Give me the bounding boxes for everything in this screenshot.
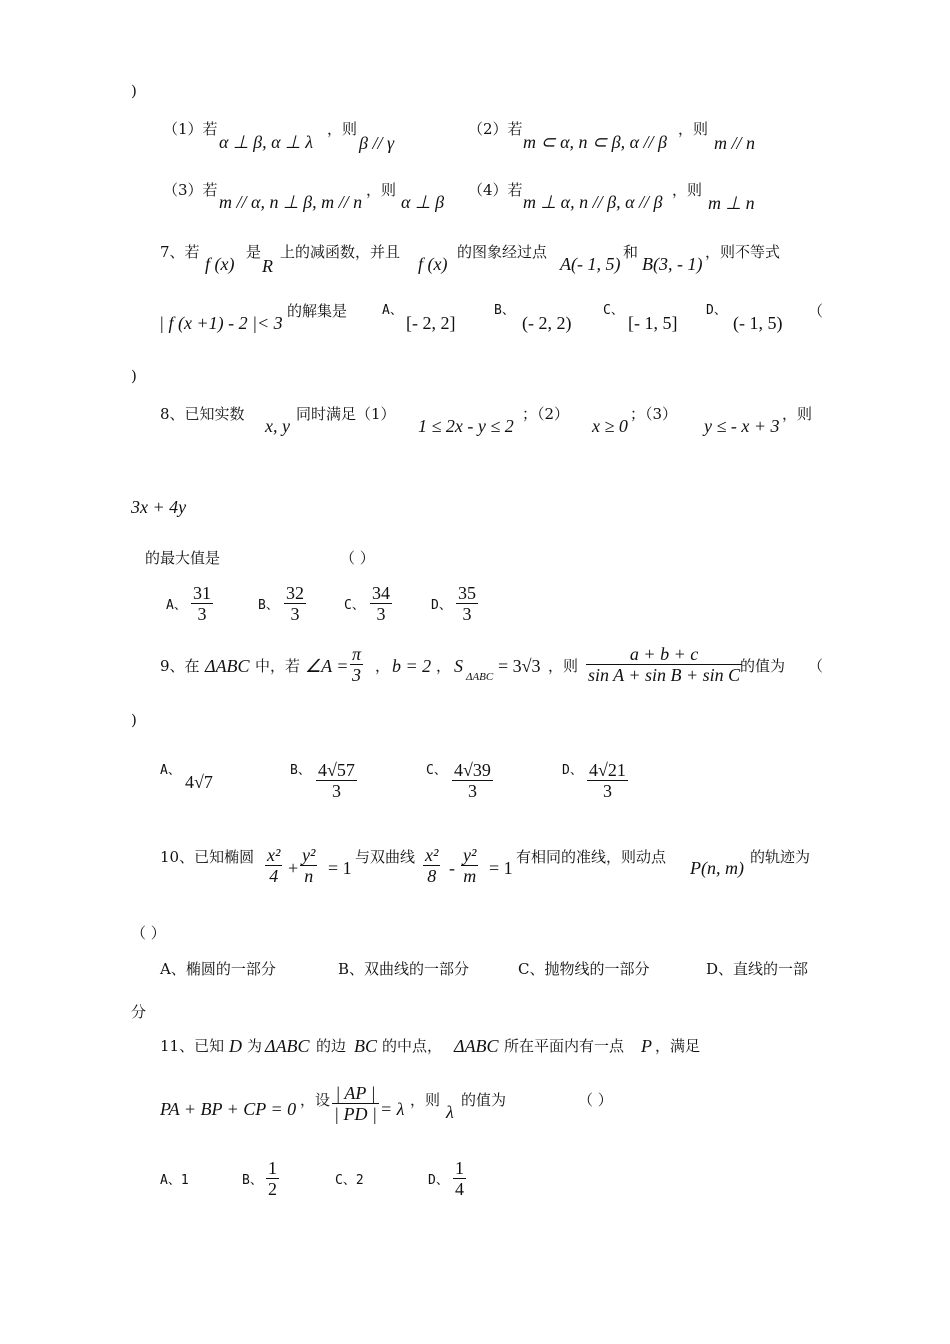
q7-is: 是 [246,243,262,261]
q11-number: 11、已知 [160,1037,225,1055]
q9-optD-denominator: 3 [602,781,612,801]
q9-fraction-numerator: a + b + c [629,644,699,664]
q6-p1-result: β // γ [359,133,395,153]
q7-inequality: | f (x +1) - 2 |< 3 [159,313,283,333]
q8-optC-denominator: 3 [376,604,386,624]
q8-sep1: ；（2） [522,405,570,423]
q9-triangle: ΔABC [205,656,250,676]
q10-optA: A、椭圆的一部分 [160,960,276,978]
q9-angle: ∠A = [305,656,349,676]
q10-minus: - [449,858,455,878]
q8-optB-fraction [284,583,306,624]
q11-optD-label: D、 [428,1173,449,1188]
q7-point-B: B(3, - 1) [642,254,703,274]
q7-optC: [- 1, 5] [628,313,678,333]
q8-optA-label: A、 [166,598,187,613]
q6-paren-close: ) [131,82,137,100]
q11-paren: （ ） [578,1091,613,1109]
q9-paren-close: ) [131,711,137,729]
q11-optA: A、1 [160,1173,189,1188]
q7-optD: (- 1, 5) [733,313,783,333]
q6-p2-condition: m ⊂ α, n ⊂ β, α // β [523,132,667,152]
q11-text2: 的边 [316,1037,347,1055]
q10-hyperbola-x-denominator: 8 [427,866,437,886]
q11-ratio-numerator: | AP | [335,1083,376,1103]
q11-optD-denominator: 4 [455,1179,464,1199]
q8-text1: 同时满足（1） [296,405,396,423]
q6-p3-then: ，则 [366,181,397,199]
q7-point-A: A(- 1, 5) [560,254,621,274]
q9-comma2: ， [436,657,452,675]
q8-expression: 3x + 4y [131,497,187,517]
q8-cond3: y ≤ - x + 3 [704,416,780,436]
q11-triangle2: ΔABC [454,1036,499,1056]
q10-text1: 与双曲线 [355,848,416,866]
q6-p4-then: ，则 [672,181,703,199]
q6-p1-condition: α ⊥ β, α ⊥ λ [219,132,314,152]
q11-optB-numerator: 1 [268,1158,277,1178]
q9-pi: π [352,644,362,664]
q9-S-value: = 3√3 [498,656,541,676]
q9-optC-denominator: 3 [467,781,477,801]
q9-optB-numerator: 4√57 [318,760,355,780]
q9-optB-fraction [316,760,357,801]
q6-p2-label: （2）若 [468,120,523,138]
q10-hyperbola-x-numerator: x² [425,845,439,865]
q8-optD-fraction [456,583,478,624]
q6-p3-label: （3）若 [163,181,218,199]
q9-paren-open: （ [808,657,824,675]
q10-ellipse-x-term [265,845,282,886]
q10-point-P: P(n, m) [690,858,744,878]
q7-fx: f (x) [205,254,235,274]
q10-hyperbola-y-numerator: y² [463,845,477,865]
q8-optD-label: D、 [431,598,452,613]
q7-optB: (- 2, 2) [522,313,572,333]
q9-b: b = 2 [392,656,432,676]
q10-text2: 有相同的准线，则动点 [516,848,667,866]
q10-ellipse-y-numerator: y² [302,845,316,865]
q6-p3-condition: m // α, n ⊥ β, m // n [219,192,363,212]
q7-optA-label: A、 [382,303,403,318]
q9-optA: 4√7 [185,772,213,792]
q9-optC-fraction [452,760,493,801]
q7-optC-label: C、 [603,303,624,318]
q7-number: 7、若 [160,243,200,261]
q10-ellipse-y-term [300,845,317,886]
q8-optD-denominator: 3 [462,604,472,624]
q6-p1-then: ，则 [327,120,358,138]
q11-vector-equation: PA + BP + CP = 0 [160,1099,297,1119]
q8-xy: x, y [265,416,290,436]
q8-optC-fraction [370,583,392,624]
q7-fx2: f (x) [418,254,448,274]
q8-optA-numerator: 31 [193,583,211,603]
q11-lambda: λ [446,1102,454,1122]
q7-optB-label: B、 [494,303,515,318]
q9-comma1: ， [375,657,391,675]
q11-text1: 为 [247,1037,263,1055]
q8-optA-denominator: 3 [197,604,207,624]
q7-text4: 的解集是 [287,302,348,320]
q9-text1: 中，若 [255,657,301,675]
q9-optD-label: D、 [562,763,583,778]
q9-S: S [454,656,463,676]
q9-then: ，则 [548,657,579,675]
q7-optA: [- 2, 2] [406,313,456,333]
q9-optD-fraction [587,760,628,801]
q7-text2: 的图象经过点 [457,243,548,261]
q9-optC-label: C、 [426,763,447,778]
q9-optC-numerator: 4√39 [454,760,491,780]
q7-optD-label: D、 [706,303,727,318]
q10-ellipse-y-denominator: n [304,866,314,886]
q10-hyperbola-y-denominator: m [463,866,477,886]
q8-cond2: x ≥ 0 [592,416,628,436]
q9-optD-numerator: 4√21 [589,760,626,780]
q9-pi-over-3 [350,644,363,685]
q6-p4-condition: m ⊥ α, n // β, α // β [523,192,663,212]
q7-and: 和 [623,243,639,261]
q8-optB-denominator: 3 [290,604,300,624]
q8-optA-fraction [191,583,213,624]
q9-text2: 的值为 [740,657,786,675]
q11-eq-lambda: = λ [380,1099,405,1119]
q10-plus: + [288,858,299,878]
q10-optD-continued: 分 [131,1003,147,1021]
q8-paren: （ ） [340,549,375,567]
q8-optB-label: B、 [258,598,279,613]
q8-optB-numerator: 32 [286,583,304,603]
q7-paren-close: ) [131,367,137,385]
q11-optB-label: B、 [242,1173,263,1188]
q10-hyperbola-y-term [461,845,478,886]
q10-number: 10、已知椭圆 [160,848,255,866]
q11-optD-fraction [453,1158,466,1199]
q9-optB-denominator: 3 [331,781,341,801]
q10-optB: B、双曲线的一部分 [338,960,470,978]
q7-R: R [262,256,273,276]
q10-hyperbola-x-term [423,845,440,886]
q9-fraction-denominator: sin A + sin B + sin C [588,665,741,685]
q11-text3: 的中点， [382,1037,443,1055]
q6-p3-result: α ⊥ β [401,192,445,212]
q8-number: 8、已知实数 [160,405,245,423]
q8-optD-numerator: 35 [458,583,476,603]
q8-optC-numerator: 34 [372,583,390,603]
q10-eq2: = 1 [489,858,513,878]
q10-eq1: = 1 [328,858,352,878]
q7-paren-open: （ [808,302,824,320]
q11-optD-numerator: 1 [455,1158,464,1178]
q10-optC: C、抛物线的一部分 [518,960,650,978]
q11-optB-denominator: 2 [268,1179,277,1199]
q8-text2: 的最大值是 [145,549,221,567]
q7-text1: 上的减函数，并且 [280,243,401,261]
q6-p2-result: m // n [714,133,756,153]
q11-optC: C、2 [335,1173,364,1188]
q10-ellipse-x-denominator: 4 [269,866,279,886]
q9-number: 9、在 [160,657,200,675]
q6-p2-then: ，则 [678,120,709,138]
q8-cond1: 1 ≤ 2x - y ≤ 2 [418,416,514,436]
q9-fraction [586,644,742,685]
q8-sep2: ；（3） [630,405,678,423]
q11-set: ，设 [300,1091,331,1109]
q11-ratio-fraction [332,1083,379,1124]
q9-optA-label: A、 [160,763,181,778]
q10-paren: （ ） [131,924,166,942]
q10-optD: D、直线的一部 [706,960,809,978]
q6-p1-label: （1）若 [163,120,218,138]
q7-text3: ，则不等式 [705,243,781,261]
q11-optB-fraction [266,1158,279,1199]
q10-ellipse-x-numerator: x² [267,845,281,865]
q11-text5: ，满足 [655,1037,701,1055]
q11-triangle1: ΔABC [265,1036,310,1056]
q11-then: ，则 [410,1091,441,1109]
q9-S-subscript: ΔABC [466,671,494,683]
q10-text3: 的轨迹为 [750,848,811,866]
q11-D: D [229,1036,242,1056]
q11-P: P [641,1036,652,1056]
q8-then: ，则 [782,405,813,423]
q9-optB-label: B、 [290,763,311,778]
q11-BC: BC [354,1036,378,1056]
q6-p4-label: （4）若 [468,181,523,199]
q11-ratio-denominator: | PD | [334,1104,377,1124]
q11-text4: 所在平面内有一点 [504,1037,625,1055]
q8-optC-label: C、 [344,598,365,613]
q9-three: 3 [352,665,362,685]
q11-text6: 的值为 [461,1091,507,1109]
q6-p4-result: m ⊥ n [708,193,755,213]
